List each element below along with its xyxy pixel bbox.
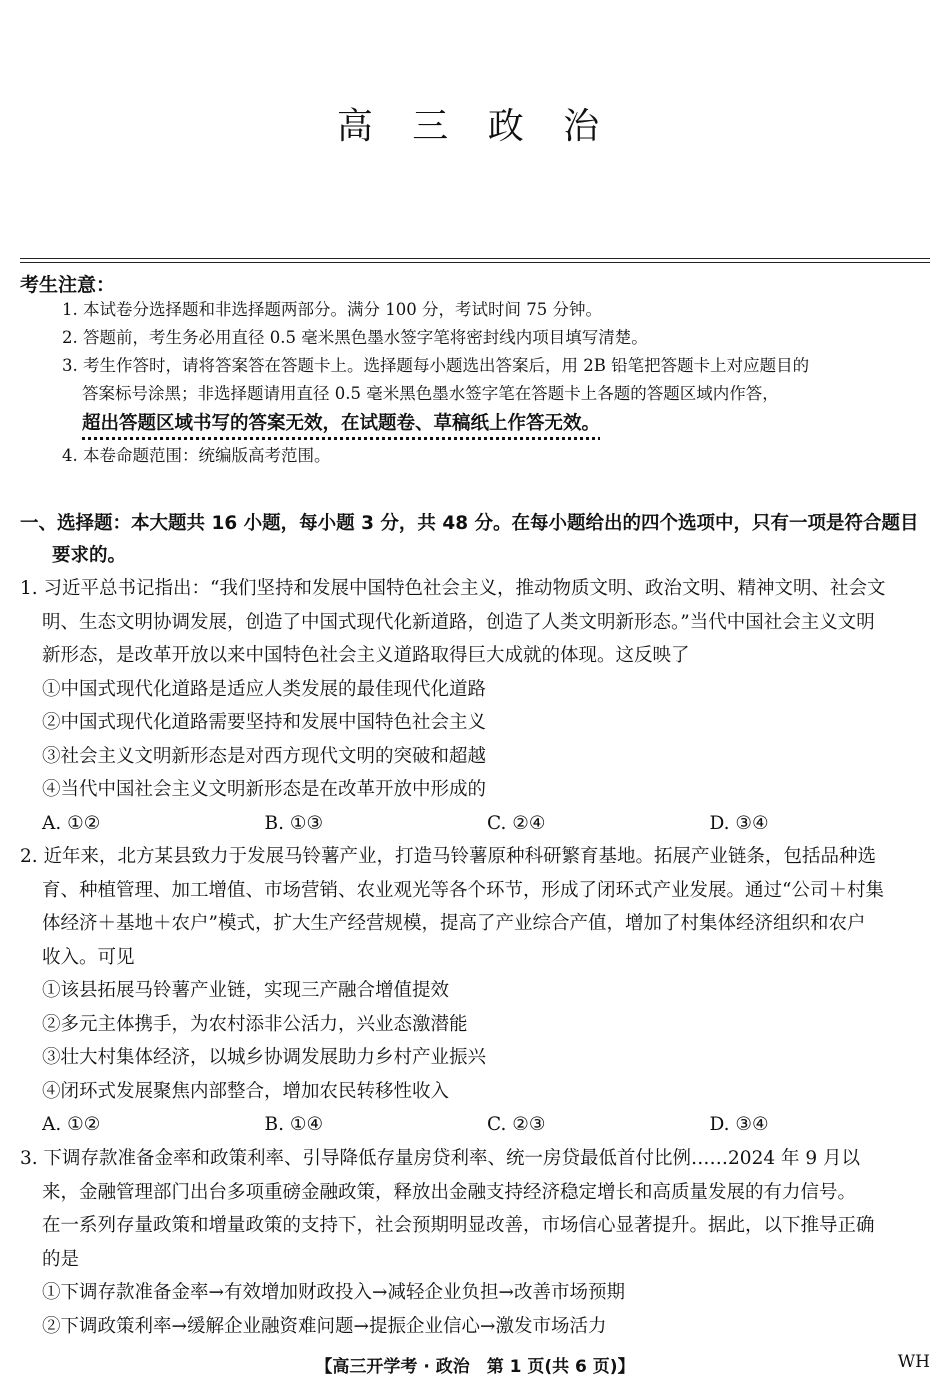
choice-a: A. ①② <box>42 812 101 834</box>
question-1 <box>20 572 932 840</box>
question-stem-line: 收入。可见 <box>42 946 135 968</box>
page-footer: 【高三开学考 · 政治 第 1 页(共 6 页)】 <box>315 1357 635 1377</box>
question-option: ④当代中国社会主义文明新形态是在改革开放中形成的 <box>42 779 487 800</box>
choice-c: C. ②③ <box>487 1114 546 1135</box>
notice-list <box>62 296 932 470</box>
choice-d: D. ③④ <box>709 812 769 834</box>
question-option: ②多元主体携手，为农村添非公活力，兴业态激潜能 <box>42 1013 468 1035</box>
choice-a: A. ①② <box>42 1114 101 1135</box>
notice-item: 3. 考生作答时，请将答案答在答题卡上。选择题每小题选出答案后，用 2B 铅笔把答题卡上对应题目的 <box>62 356 810 375</box>
choice-b: B. ①④ <box>264 1114 324 1135</box>
section-heading <box>20 508 932 572</box>
question-stem-line: 体经济＋基地＋农户”模式，扩大生产经营规模，提高了产业综合产值，增加了村集体经济组织和农户 <box>42 913 866 934</box>
question-3 <box>20 1142 932 1343</box>
notice-item: 答案标号涂黑；非选择题请用直径 0.5 毫米黑色墨水签字笔在答题卡上各题的答题区域内作答， <box>82 384 779 403</box>
question-option: ①中国式现代化道路是适应人类发展的最佳现代化道路 <box>42 678 487 700</box>
footer-code: WH <box>897 1352 930 1372</box>
question-stem-line: 在一系列存量政策和增量政策的支持下，社会预期明显改善，市场信心显著提升。据此，以下推导正确 <box>42 1215 875 1236</box>
section-heading-line: 一、选择题：本大题共 16 小题，每小题 3 分，共 48 分。在每小题给出的四个选项中，只有一项是符合题目 <box>20 513 919 534</box>
question-option: ③社会主义文明新形态是对西方现代文明的突破和超越 <box>42 745 487 767</box>
answer-choices <box>20 1108 932 1142</box>
question-stem-line: 明、生态文明协调发展，创造了中国式现代化新道路，创造了人类文明新形态。”当代中国社会主义文明 <box>42 611 875 633</box>
question-stem-line: 1. 习近平总书记指出：“我们坚持和发展中国特色社会主义，推动物质文明、政治文明、精神文明、社会文 <box>20 578 886 599</box>
question-stem-line: 3. 下调存款准备金率和政策利率、引导降低存量房贷利率、统一房贷最低首付比例……2024 年 9 月以 <box>20 1148 861 1169</box>
header-divider-second <box>20 262 930 263</box>
choice-c: C. ②④ <box>487 812 546 834</box>
notice-emphasis-text: 超出答题区域书写的答案无效，在试题卷、草稿纸上作答无效。 <box>82 413 601 434</box>
notice-item: 2. 答题前，考生务必用直径 0.5 毫米黑色墨水签字笔将密封线内项目填写清楚。 <box>62 328 648 347</box>
question-option: ④闭环式发展聚焦内部整合，增加农民转移性收入 <box>42 1080 450 1102</box>
question-stem-line: 来，金融管理部门出台多项重磅金融政策，释放出金融支持经济稳定增长和高质量发展的有力信号。 <box>42 1181 857 1203</box>
question-stem-line: 新形态，是改革开放以来中国特色社会主义道路取得巨大成就的体现。这反映了 <box>42 645 690 666</box>
question-2 <box>20 840 932 1142</box>
question-option: ①该县拓展马铃薯产业链，实现三产融合增值提效 <box>42 980 450 1001</box>
section-heading-line: 要求的。 <box>52 545 127 566</box>
choice-b: B. ①③ <box>264 812 324 834</box>
question-option: ③壮大村集体经济，以城乡协调发展助力乡村产业振兴 <box>42 1047 487 1068</box>
question-stem-line: 育、种植管理、加工增值、市场营销、农业观光等各个环节，形成了闭环式产业发展。通过“公司＋村集 <box>42 879 884 901</box>
notice-item: 1. 本试卷分选择题和非选择题两部分。满分 100 分，考试时间 75 分钟。 <box>62 300 602 319</box>
question-option: ②中国式现代化道路需要坚持和发展中国特色社会主义 <box>42 712 487 733</box>
question-stem-line: 的是 <box>42 1248 80 1270</box>
question-option: ②下调政策利率→缓解企业融资难问题→提振企业信心→激发市场活力 <box>42 1315 607 1337</box>
exam-title: 高 三 政 治 <box>336 106 614 147</box>
header-divider <box>20 258 930 259</box>
question-stem-line: 2. 近年来，北方某县致力于发展马铃薯产业，打造马铃薯原种科研繁育基地。拓展产业链条，包括品种选 <box>20 846 877 867</box>
notice-emphasis <box>62 408 932 440</box>
answer-choices <box>20 807 932 841</box>
choice-d: D. ③④ <box>709 1114 769 1135</box>
question-option: ①下调存款准备金率→有效增加财政投入→减轻企业负担→改善市场预期 <box>42 1282 626 1303</box>
notice-heading: 考生注意： <box>20 274 116 296</box>
notice-item: 4. 本卷命题范围：统编版高考范围。 <box>62 446 331 465</box>
